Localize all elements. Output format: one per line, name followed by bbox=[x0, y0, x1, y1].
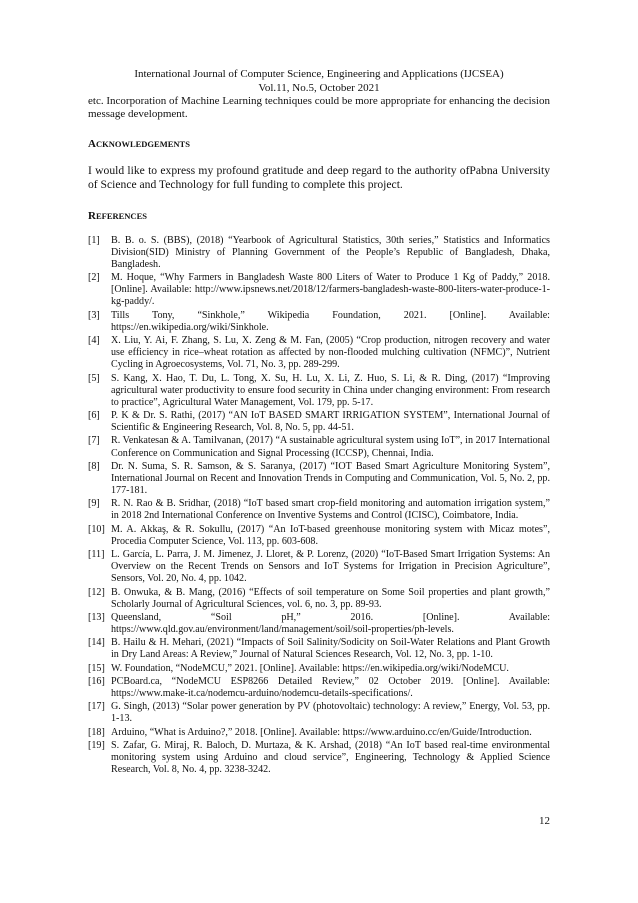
reference-item bbox=[88, 373, 550, 409]
reference-number: [6] bbox=[88, 410, 100, 422]
reference-number: [1] bbox=[88, 234, 100, 246]
reference-number: [17] bbox=[88, 701, 105, 713]
reference-number: [5] bbox=[88, 372, 100, 384]
reference-item bbox=[88, 272, 550, 308]
reference-item bbox=[88, 461, 550, 497]
reference-text: PCBoard.ca, “NodeMCU ESP8266 Detailed Review,” 02 October 2019. [Online]. Available: https://www.make-it.ca/nodemcu-arduino/nodemcu-details-specifications/. bbox=[111, 675, 550, 699]
intro-paragraph: etc. Incorporation of Machine Learning techniques could be more appropriate for enhancing the decision message development. bbox=[88, 95, 550, 121]
reference-number: [13] bbox=[88, 611, 105, 623]
reference-item bbox=[88, 637, 550, 661]
reference-text: Arduino, “What is Arduino?,” 2018. [Online]. Available: https://www.arduino.cc/en/Guide/Introduction. bbox=[111, 726, 532, 738]
acknowledgements-heading-initial: A bbox=[88, 138, 96, 151]
reference-text: Tills Tony, “Sinkhole,” Wikipedia Foundation, 2021. [Online]. Available: https://en.wikipedia.org/wiki/Sinkhole. bbox=[111, 309, 550, 333]
reference-list bbox=[88, 235, 550, 776]
acknowledgements-heading-rest: CKNOWLEDGEMENTS bbox=[95, 139, 190, 150]
reference-number: [19] bbox=[88, 739, 105, 751]
reference-text: M. Hoque, “Why Farmers in Bangladesh Waste 800 Liters of Water to Produce 1 Kg of Paddy,” 2018. [Online]. Available: http://www.ipsnews.net/2018/12/farmers-bangladesh-waste-800-liters-water-produce-1-kg-paddy/. bbox=[111, 272, 550, 308]
journal-title: International Journal of Computer Science, Engineering and Applications (IJCSEA) bbox=[134, 68, 504, 80]
reference-number: [3] bbox=[88, 309, 100, 321]
reference-item bbox=[88, 727, 550, 739]
reference-text: R. N. Rao & B. Sridhar, (2018) “IoT based smart crop-field monitoring and automation irrigation system,” in 2018 2nd International Conference on Inventive Systems and Control (ICISC), Coimbatore, India. bbox=[111, 498, 550, 522]
reference-text: M. A. Akkaş, & R. Sokullu, (2017) “An IoT-based greenhouse monitoring system with Micaz motes”, Procedia Computer Science, Vol. 113, pp. 603-608. bbox=[111, 523, 550, 547]
reference-item bbox=[88, 524, 550, 548]
acknowledgements-text: I would like to express my profound gratitude and deep regard to the authority ofPabna University of Science and Technology for full funding to complete this project. bbox=[88, 163, 550, 192]
reference-number: [4] bbox=[88, 335, 100, 347]
reference-text: B. Hailu & H. Mehari, (2021) “Impacts of Soil Salinity/Sodicity on Soil-Water Relations and Plant Growth in Dry Land Areas: A Review,” Journal of Natural Sciences Research, Vol. 12, No. 3, pp. 1-10. bbox=[111, 637, 550, 661]
page-number: 12 bbox=[539, 815, 550, 827]
reference-item bbox=[88, 310, 550, 334]
reference-text: B. Onwuka, & B. Mang, (2016) “Effects of soil temperature on Some Soil properties and plant growth,” Scholarly Journal of Agricultural Sciences, vol. 6, no. 3, pp. 89-93. bbox=[111, 586, 550, 610]
reference-number: [12] bbox=[88, 586, 105, 598]
reference-number: [14] bbox=[88, 637, 105, 649]
reference-item bbox=[88, 435, 550, 459]
reference-item bbox=[88, 701, 550, 725]
reference-text: S. Kang, X. Hao, T. Du, L. Tong, X. Su, H. Lu, X. Li, Z. Huo, S. Li, & R. Ding, (2017) “Improving agricultural water productivity to ensure food security in China under changing environment: From research to practice”, Agricultural Water Management, Vol. 179, pp. 5-17. bbox=[111, 372, 550, 408]
reference-item bbox=[88, 740, 550, 776]
reference-item bbox=[88, 549, 550, 585]
page-content bbox=[88, 95, 550, 777]
reference-text: P. K & Dr. S. Rathi, (2017) “AN IoT BASED SMART IRRIGATION SYSTEM”, International Journal of Scientific & Engineering Research, Vol. 8, No. 5, pp. 44-51. bbox=[111, 410, 550, 434]
reference-text: Dr. N. Suma, S. R. Samson, & S. Saranya, (2017) “IOT Based Smart Agriculture Monitoring System”, International Journal on Recent and Innovation Trends in Computing and Communication, Vol. 5, No. 2, pp. 177-181. bbox=[111, 460, 550, 496]
reference-number: [9] bbox=[88, 498, 100, 510]
reference-item bbox=[88, 676, 550, 700]
reference-text: G. Singh, (2013) “Solar power generation by PV (photovoltaic) technology: A review,” Energy, Vol. 53, pp. 1-13. bbox=[111, 701, 550, 725]
reference-item bbox=[88, 663, 550, 675]
reference-number: [16] bbox=[88, 675, 105, 687]
reference-text: S. Zafar, G. Miraj, R. Baloch, D. Murtaza, & K. Arshad, (2018) “An IoT based real-time environmental monitoring system using Arduino and cloud service”, Engineering, Technology & Applied Science Research, Vol. 8, No. 4, pp. 3238-3242. bbox=[111, 739, 550, 776]
acknowledgements-heading bbox=[88, 138, 550, 151]
reference-number: [10] bbox=[88, 523, 105, 535]
reference-number: [8] bbox=[88, 460, 100, 472]
reference-number: [11] bbox=[88, 549, 105, 561]
reference-item bbox=[88, 335, 550, 371]
reference-number: [7] bbox=[88, 435, 100, 447]
reference-text: X. Liu, Y. Ai, F. Zhang, S. Lu, X. Zeng & M. Fan, (2005) “Crop production, nitrogen recovery and water use efficiency in rice–wheat rotation as affected by non-flooded mulching cultivation (NFMC)”, Nutrient Cycling in Agroecosystems, Vol. 71, No. 3, pp. 289-299. bbox=[111, 335, 550, 371]
reference-number: [15] bbox=[88, 662, 105, 674]
reference-text: B. B. o. S. (BBS), (2018) “Yearbook of Agricultural Statistics, 30th series,” Statistics and Informatics Division(SID) Ministry of Planning Government of the People’s Republic of Bangladesh, Dhaka, Bangladesh. bbox=[111, 234, 550, 270]
references-heading bbox=[88, 210, 550, 223]
reference-item bbox=[88, 235, 550, 271]
reference-item bbox=[88, 587, 550, 611]
reference-text: Queensland, “Soil pH,” 2016. [Online]. Available: https://www.qld.gov.au/environment/land/management/soil/soil-properties/ph-levels. bbox=[111, 611, 550, 635]
references-heading-initial: R bbox=[88, 209, 96, 222]
reference-item bbox=[88, 612, 550, 636]
reference-text: R. Venkatesan & A. Tamilvanan, (2017) “A sustainable agricultural system using IoT”, in 2017 International Conference on Communication and Signal Processing (ICCSP), Chennai, India. bbox=[111, 435, 550, 459]
reference-text: W. Foundation, “NodeMCU,” 2021. [Online]. Available: https://en.wikipedia.org/wiki/NodeMCU. bbox=[111, 662, 509, 674]
reference-text: L. García, L. Parra, J. M. Jimenez, J. Lloret, & P. Lorenz, (2020) “IoT-Based Smart Irrigation Systems: An Overview on the Recent Trends on Sensors and IoT Systems for Irrigation in Precision Agriculture”, Sensors, Vol. 20, No. 4, pp. 1042. bbox=[111, 549, 550, 585]
reference-item bbox=[88, 410, 550, 434]
reference-number: [2] bbox=[88, 272, 100, 284]
journal-header bbox=[0, 67, 638, 95]
references-heading-rest: EFERENCES bbox=[95, 210, 147, 221]
reference-item bbox=[88, 498, 550, 522]
journal-volume: Vol.11, No.5, October 2021 bbox=[258, 82, 380, 94]
reference-number: [18] bbox=[88, 726, 105, 738]
